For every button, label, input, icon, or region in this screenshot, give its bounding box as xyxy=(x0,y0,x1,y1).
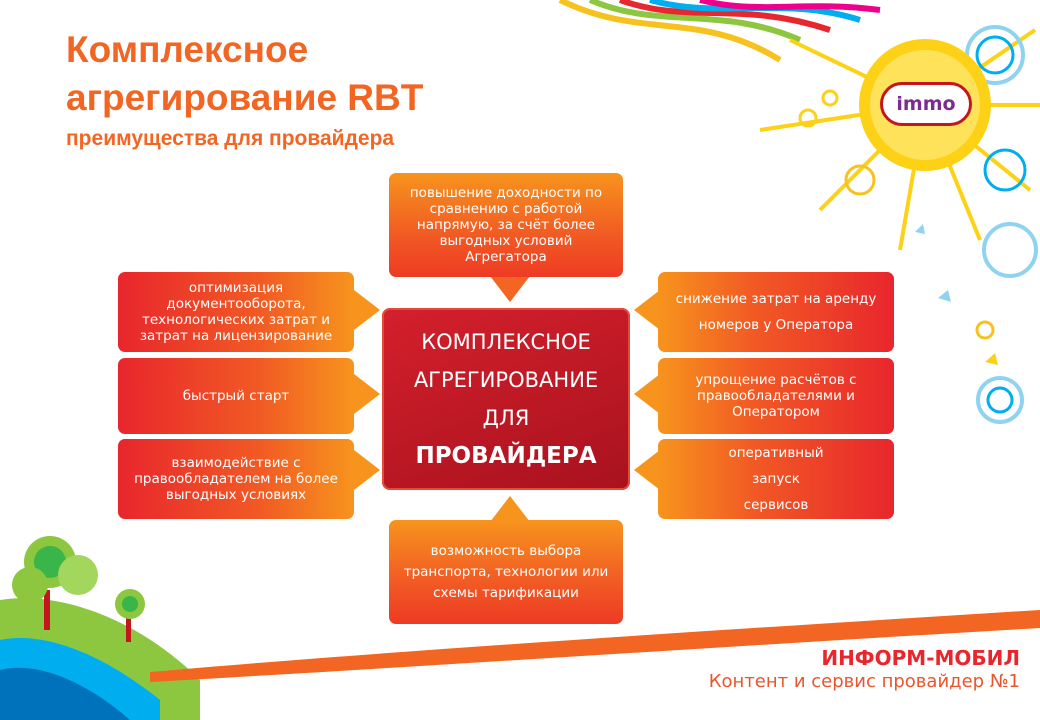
benefit-box-bottom xyxy=(389,520,623,624)
benefit-text-right-1: снижение затрат на аренду номеров у Оператора xyxy=(675,291,877,333)
page-subtitle: преимущества для провайдера xyxy=(66,127,395,150)
benefit-box-left-3 xyxy=(118,439,354,519)
center-line-3: ДЛЯ xyxy=(482,406,530,430)
benefit-box-left-2 xyxy=(118,358,354,434)
swirl-decoration xyxy=(560,0,880,60)
logo-text: immo xyxy=(896,93,956,115)
footer-brand: ИНФОРМ-МОБИЛ xyxy=(821,646,1020,670)
benefit-text-top: повышение доходности по сравнению с работой напрямую, за счёт более выгодных условий Агрегатора xyxy=(409,185,603,265)
benefit-text-left-2: быстрый старт xyxy=(182,388,290,404)
footer-tagline: Контент и сервис провайдер №1 xyxy=(708,671,1020,692)
hill-decoration xyxy=(0,598,200,720)
benefit-box-right-2 xyxy=(658,358,894,434)
page-title-line2: агрегирование RBT xyxy=(66,77,424,118)
benefit-box-right-3 xyxy=(658,439,894,519)
center-line-4: ПРОВАЙДЕРА xyxy=(415,443,597,469)
benefit-text-left-1: оптимизация документооборота, технологических затрат и затрат на лицензирование xyxy=(139,280,333,344)
benefit-text-right-2: упрощение расчётов с правообладателями и Оператором xyxy=(695,372,857,420)
benefit-box-right-1 xyxy=(658,272,894,352)
benefit-box-left-1 xyxy=(118,272,354,352)
center-line-2: АГРЕГИРОВАНИЕ xyxy=(413,368,599,392)
center-block xyxy=(382,308,630,490)
benefit-text-right-3: оперативный запуск сервисов xyxy=(728,445,824,513)
benefit-box-top xyxy=(389,173,623,277)
center-line-1: КОМПЛЕКСНОЕ xyxy=(421,330,591,354)
benefit-text-left-3: взаимодействие с правообладателем на более выгодных условиях xyxy=(134,455,338,503)
page-title-line1: Комплексное xyxy=(66,29,309,70)
benefit-text-bottom: возможность выбора транспорта, технологии или схемы тарификации xyxy=(403,542,609,601)
immo-logo xyxy=(880,82,972,126)
